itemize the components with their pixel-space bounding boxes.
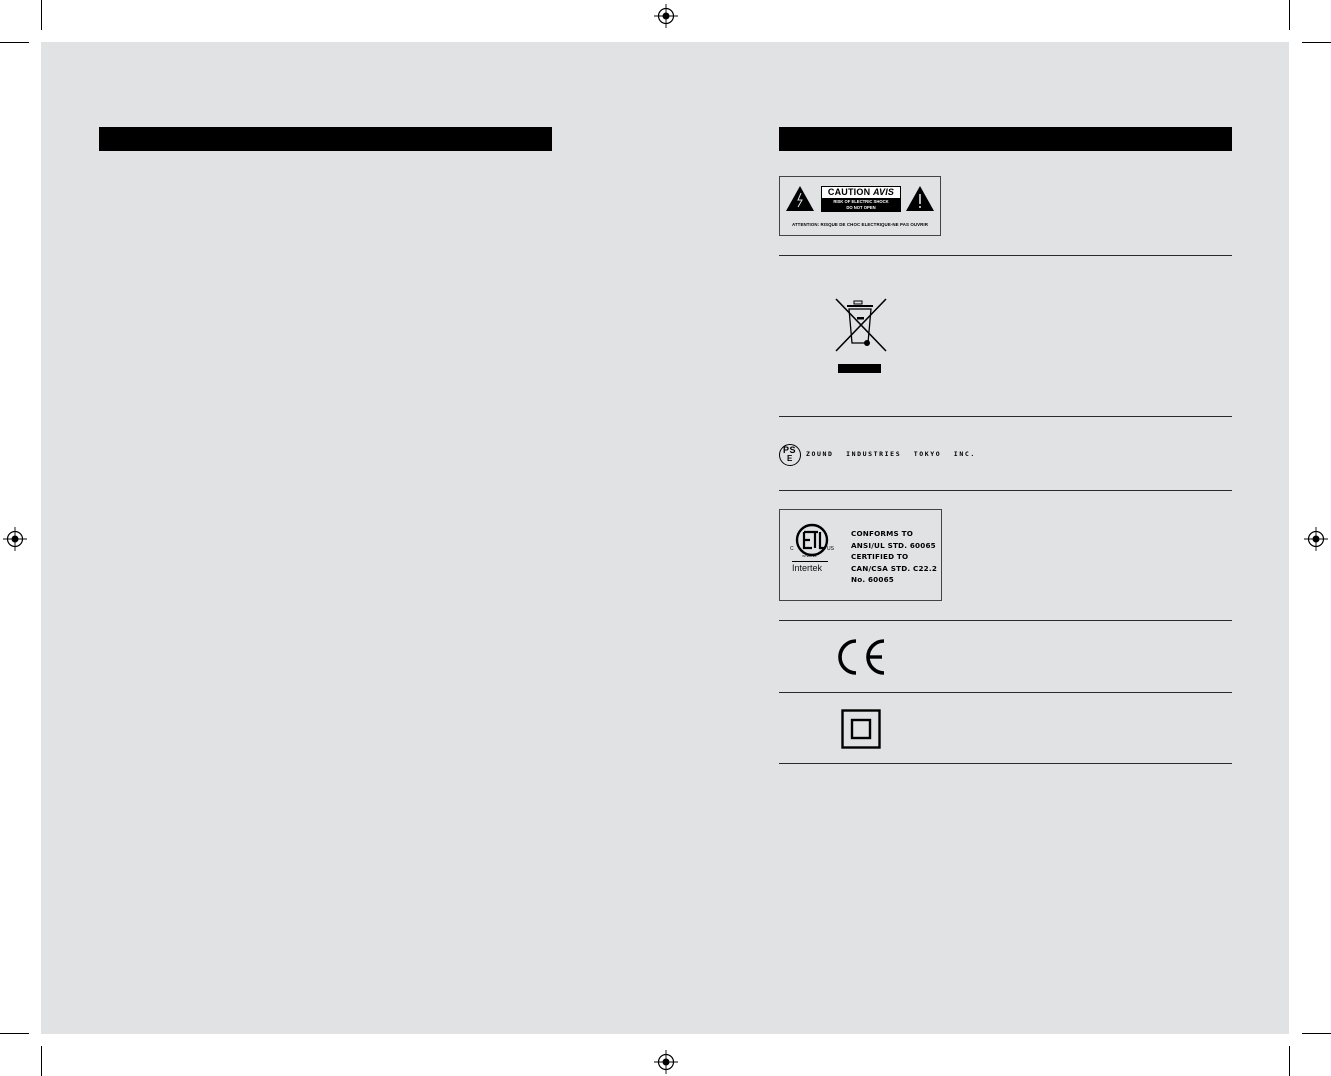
caution-line-1: RISK OF ELECTRIC SHOCK [833, 199, 889, 204]
crop-mark [0, 1033, 29, 1034]
conformity-line: CERTIFIED TO [851, 552, 909, 562]
divider [779, 490, 1232, 491]
registration-mark-icon [654, 4, 678, 28]
conformity-line: ANSI/UL STD. 60065 [851, 540, 936, 550]
registration-mark-icon [1304, 527, 1328, 551]
caution-black-band [821, 199, 901, 212]
caution-title [821, 186, 901, 199]
divider [779, 763, 1232, 764]
registration-mark-icon [3, 527, 27, 551]
etl-left-mark: C [790, 546, 794, 552]
left-header-bar [99, 127, 552, 151]
divider [779, 692, 1232, 693]
conformity-line: CONFORMS TO [851, 529, 913, 538]
pse-logo-bottom: E [787, 454, 793, 463]
etl-small-text: INTERTEK [802, 554, 817, 558]
conformity-line: No. 60065 [851, 575, 894, 585]
intertek-brand: Intertek [792, 563, 823, 573]
registration-mark-icon [654, 1050, 678, 1074]
crossed-out-wheelie-bin-icon [834, 297, 888, 375]
etl-brand-rule [792, 561, 828, 562]
conformity-line: CAN/CSA STD. C22.2 [851, 563, 938, 573]
crop-mark [1289, 0, 1290, 30]
caution-center [821, 186, 901, 212]
crop-mark [1289, 1046, 1290, 1076]
etl-right-mark: US [827, 546, 834, 552]
electric-shock-warning-icon [785, 185, 815, 212]
etl-certification-box [779, 509, 942, 601]
page-sheet [41, 42, 1289, 1034]
crop-mark [0, 42, 29, 43]
divider [779, 255, 1232, 256]
double-insulation-icon [841, 709, 881, 749]
ce-mark-icon [834, 638, 888, 676]
crop-mark [1302, 1033, 1331, 1034]
divider [779, 416, 1232, 417]
caution-word: CAUTION [827, 187, 871, 197]
avis-word: AVIS [872, 187, 895, 197]
exclamation-warning-icon [905, 185, 935, 212]
caution-label [779, 176, 941, 236]
caution-footer: ATTENTION: RISQUE DE CHOC ELECTRIQUE-NE PAS OUVRIR [791, 222, 929, 227]
conformity-text [851, 528, 941, 586]
crop-mark [41, 0, 42, 30]
right-header-bar [779, 127, 1232, 151]
caution-line-2: DO NOT OPEN [846, 205, 876, 210]
pse-logo-top: PS [783, 445, 797, 455]
pse-company: ZOUND INDUSTRIES TOKYO INC. [806, 450, 976, 458]
crop-mark [1302, 42, 1331, 43]
crop-mark [41, 1046, 42, 1076]
divider [779, 620, 1232, 621]
